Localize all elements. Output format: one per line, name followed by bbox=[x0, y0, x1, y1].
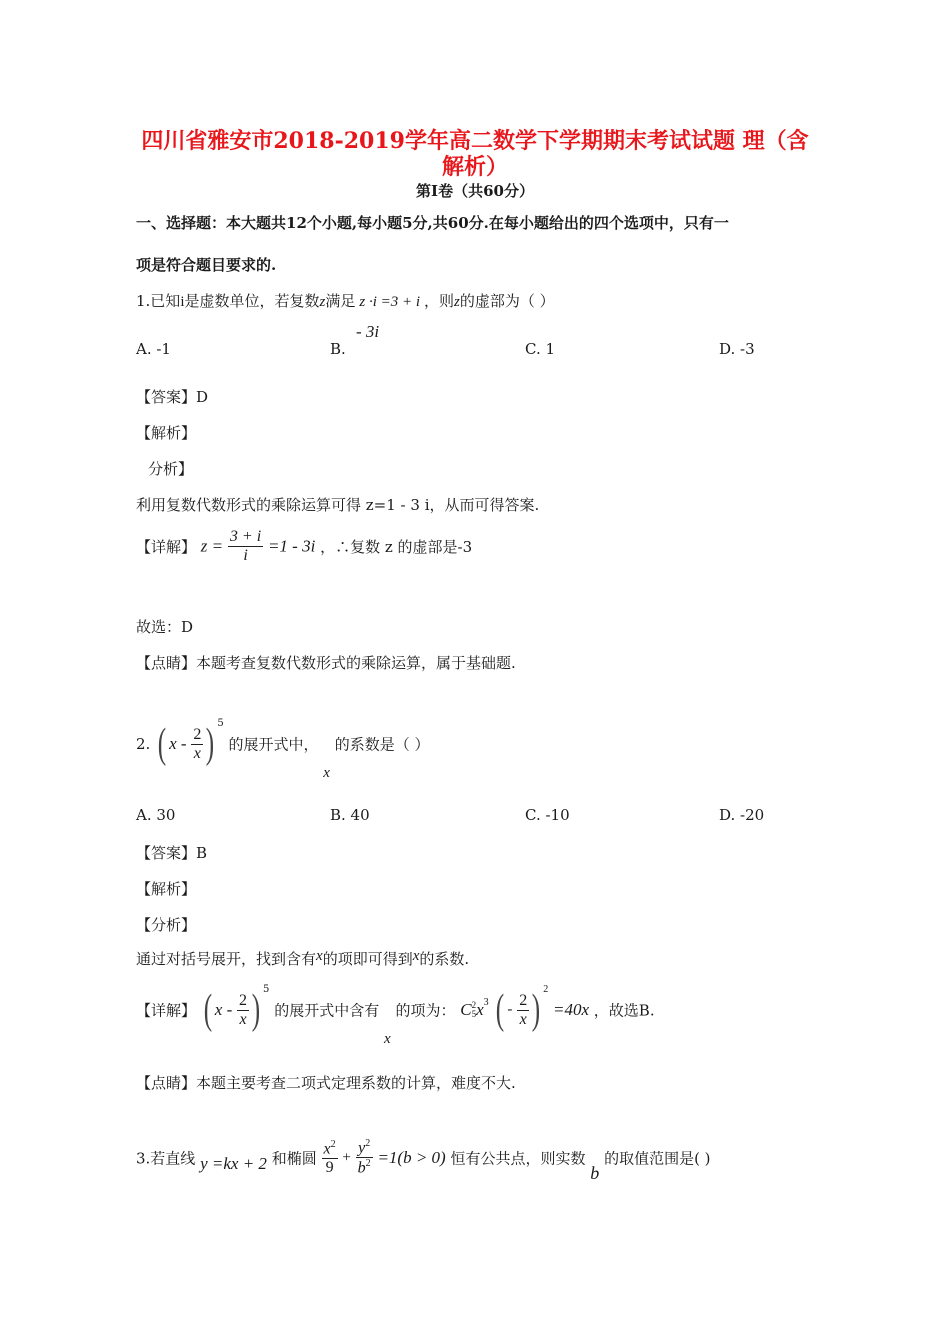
q2-option-d: D. -20 bbox=[719, 806, 765, 824]
q1-answer: 【答案】D bbox=[136, 388, 209, 406]
q2-comment: 【点睛】本题主要考查二项式定理系数的计算，难度不大. bbox=[136, 1074, 516, 1092]
q1-fenxi-text: 利用复数代数形式的乘除运算可得 z=1 - 3 i，从而可得答案. bbox=[136, 496, 540, 514]
q2-detail: 【详解】 ( x - $\frac{2}{x}$ ) $^5$ 的展开式中含有 x 的项为： C 2 5 $x^3$ ( - $\frac{2}{x}$ ) $^2$ =40x ，故选B. bbox=[136, 984, 655, 1047]
q1-fraction: $\frac{3 + i}{i}$ bbox=[229, 528, 262, 564]
q2-option-a: A. 30 bbox=[136, 806, 176, 824]
q1-analysis-label: 【解析】 bbox=[136, 424, 197, 442]
section-heading-line1: 一、选择题：本大题共12个小题,每小题5分,共60分.在每小题给出的四个选项中，只有一 bbox=[136, 214, 729, 232]
q2-fenxi-label: 【分析】 bbox=[136, 916, 197, 934]
q1-stem: 1.已知i是虚数单位，若复数z满足 z ·i =3 + i ，则z的虚部为（ ） bbox=[136, 292, 555, 310]
q1-option-c: C. 1 bbox=[525, 340, 556, 358]
q1-fenxi-label: 分析】 bbox=[148, 460, 194, 478]
document-title-line2: 解析） bbox=[441, 154, 508, 180]
q1-comment: 【点睛】本题考查复数代数形式的乘除运算，属于基础题. bbox=[136, 654, 516, 672]
q2-option-b: B. 40 bbox=[330, 806, 370, 824]
q1-option-b-math: - 3i bbox=[356, 322, 380, 341]
q1-conclusion: 故选：D bbox=[136, 618, 194, 636]
q3-stem: 3.若直线 y =kx + 2 和椭圆 $\frac{x^2}{9}$ + $\frac{y^2}{b^2}$ =1(b > 0) 恒有公共点，则实数 b 的取值范围是( ) bbox=[136, 1138, 711, 1183]
q1-option-a: A. -1 bbox=[136, 340, 171, 358]
q2-fenxi-text: 通过对括号展开，找到含有x的项即可得到x的系数. bbox=[136, 948, 470, 968]
q1-detail: 【详解】 z = $\frac{3 + i}{i}$ =1 - 3i ，∴复数 z 的虚部是-3 bbox=[136, 528, 473, 564]
q2-option-c: C. -10 bbox=[525, 806, 570, 824]
q2-analysis-label: 【解析】 bbox=[136, 880, 197, 898]
volume-heading: 第Ⅰ卷（共60分） bbox=[416, 182, 534, 200]
q2-answer: 【答案】B bbox=[136, 844, 208, 862]
q2-stem: 2. ( x - $\frac{2}{x}$ ) $^5$ 的展开式中， x 的系数是（ ） bbox=[136, 718, 430, 781]
q1-option-b: B. bbox=[330, 340, 346, 358]
document-title-line1: 四川省雅安市2018-2019学年高二数学下学期期末考试试题 理（含 bbox=[141, 128, 809, 154]
q1-option-d: D. -3 bbox=[719, 340, 755, 358]
section-heading-line2: 项是符合题目要求的. bbox=[136, 256, 277, 274]
